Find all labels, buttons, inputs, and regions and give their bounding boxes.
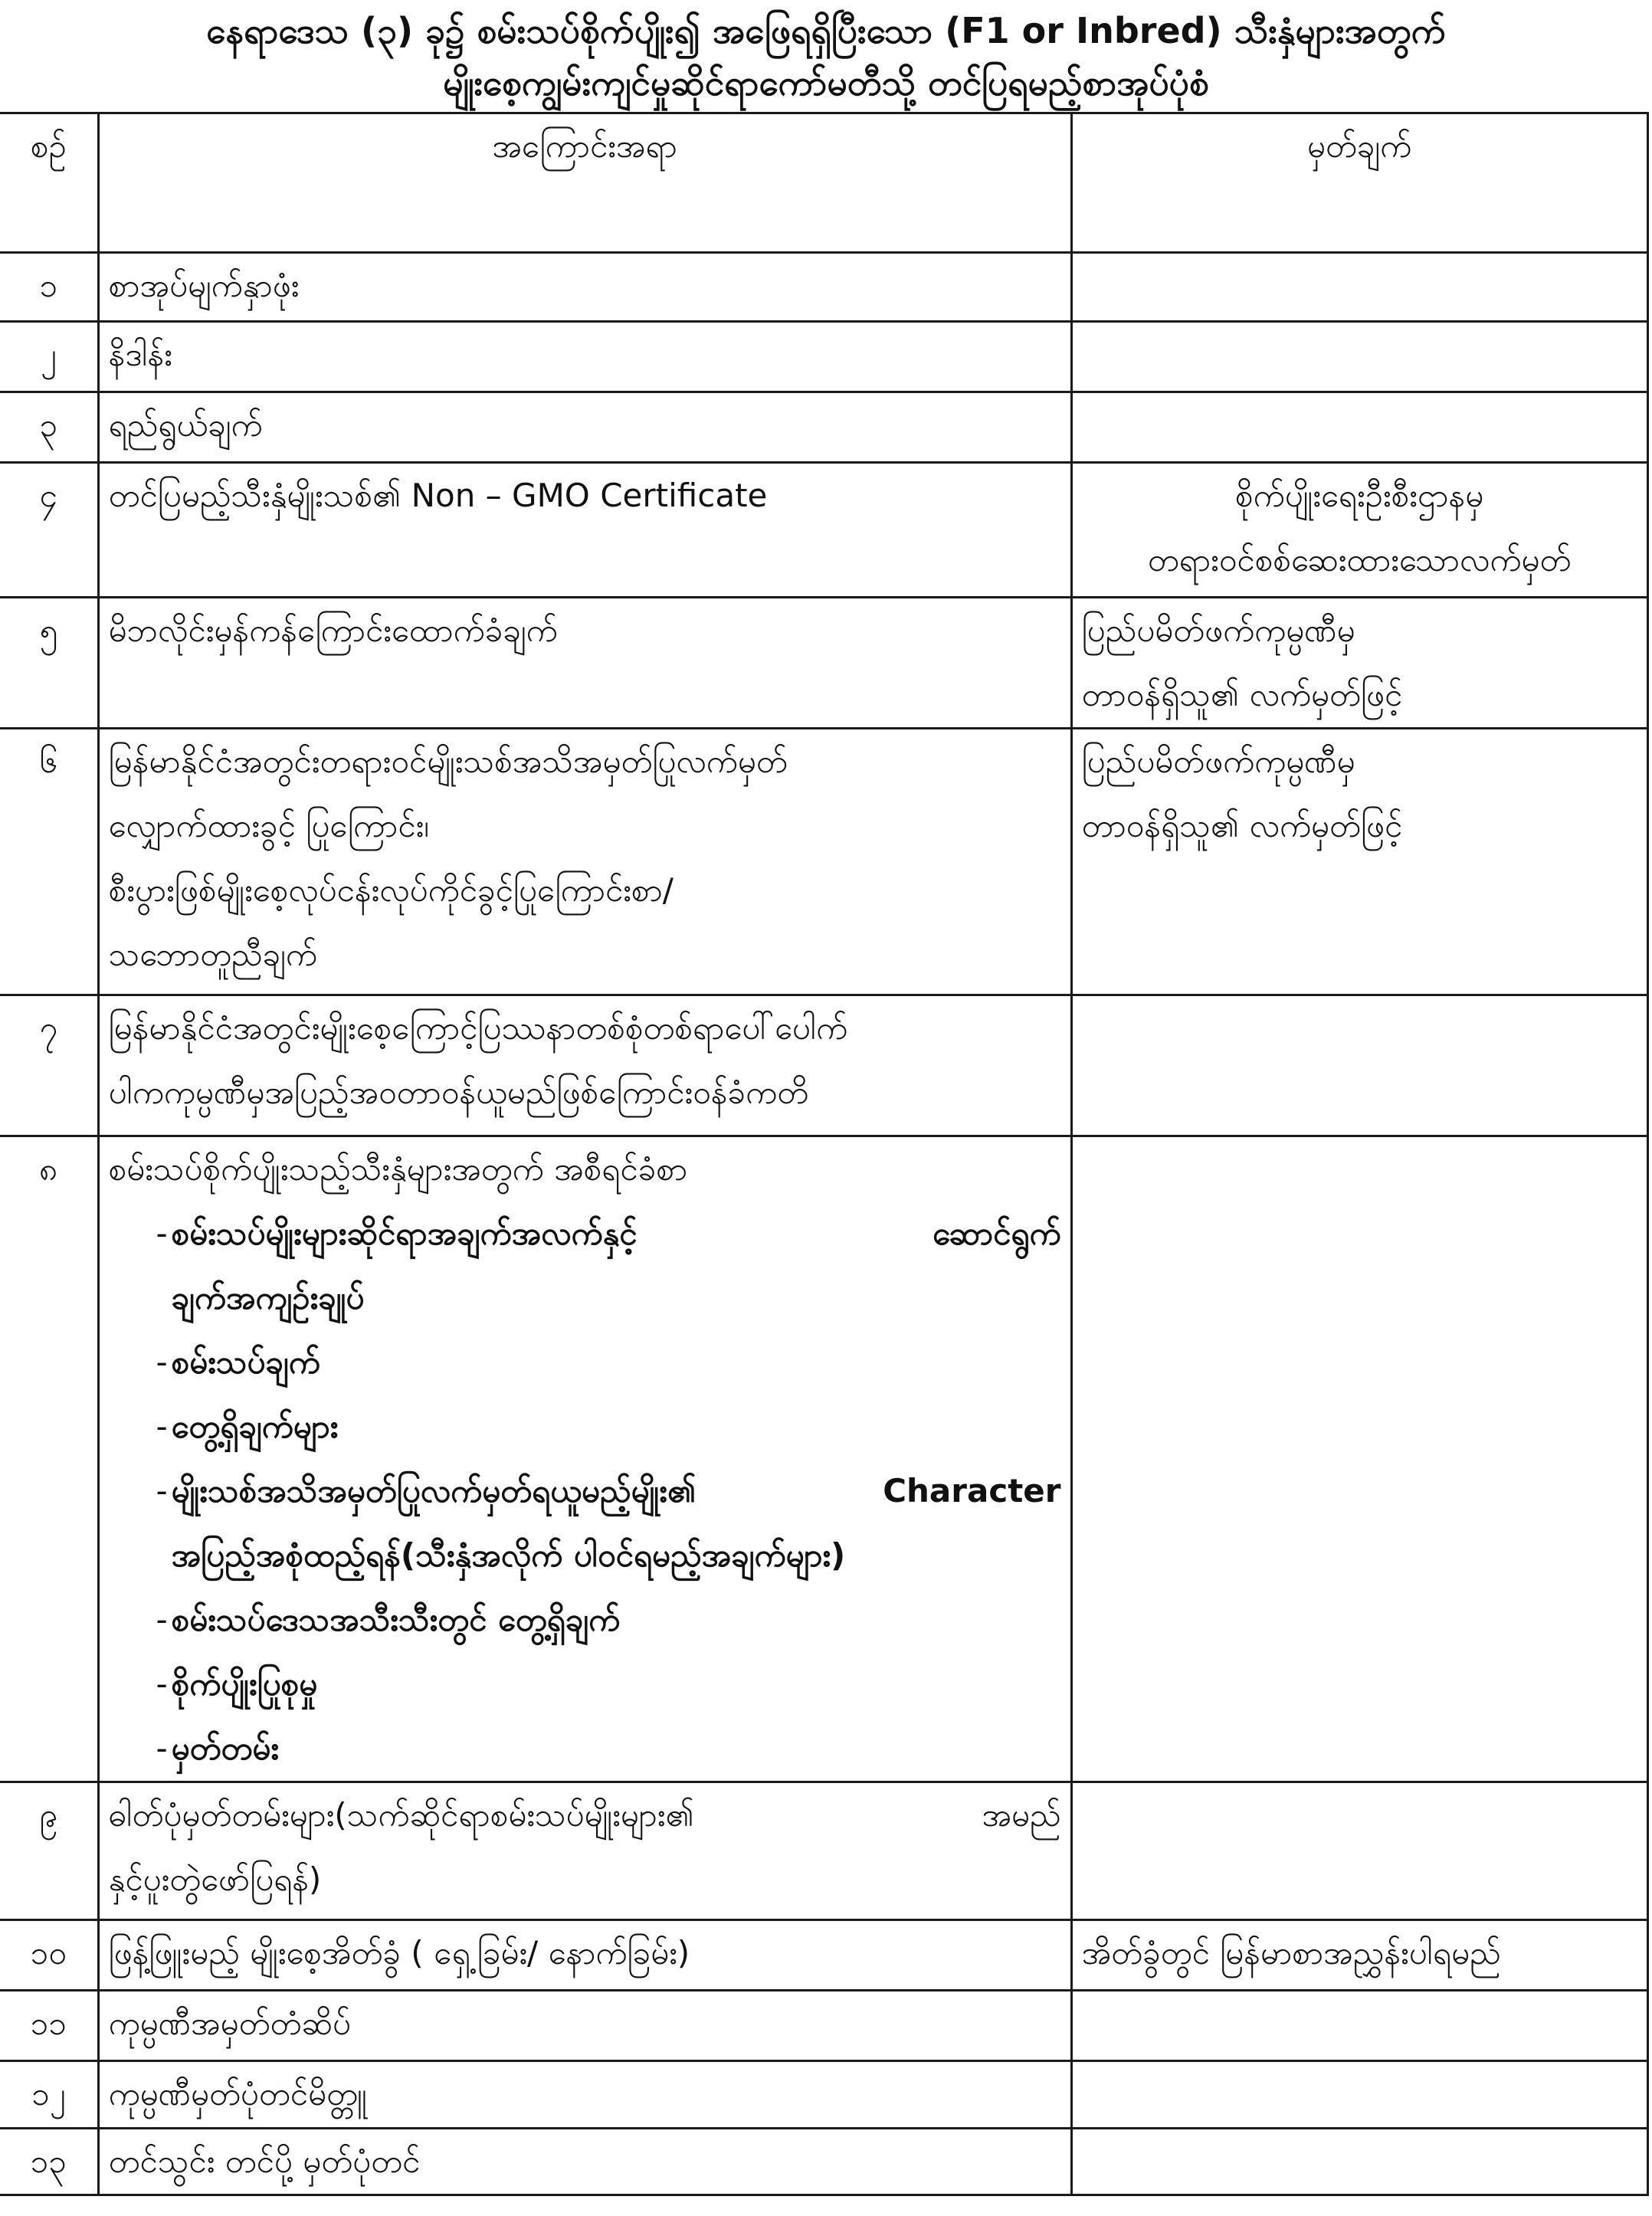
table-row xyxy=(0,729,1647,995)
row-remark xyxy=(1071,2129,1647,2195)
row-no: ၉ xyxy=(0,1782,98,1920)
row-remark xyxy=(1071,2061,1647,2129)
row-subject: ကုမ္ပဏီအမှတ်တံဆိပ် xyxy=(98,1991,1071,2061)
row-no: ၅ xyxy=(0,598,98,729)
row-subject: စာအုပ်မျက်နှာဖုံး xyxy=(98,253,1071,322)
row-subject: မြန်မာနိုင်ငံအတွင်းတရားဝင်မျိုးသစ်အသိအမှတ်ပြုလက်မှတ် လျှောက်ထားခွင့် ပြုကြောင်း၊ စီးပွားဖြစ်မျိုးစေ့လုပ်ငန်းလုပ်ကိုင်ခွင့်ပြုကြောင်းစာ/ သဘောတူညီချက် xyxy=(98,729,1071,995)
table-row xyxy=(0,1991,1647,2061)
row-no: ၁ xyxy=(0,253,98,322)
row-no: ၆ xyxy=(0,729,98,995)
row-subject: စမ်းသပ်စိုက်ပျိုးသည့်သီးနှံများအတွက် အစီရင်ခံစာ - စမ်းသပ်မျိုးများဆိုင်ရာအချက်အလက်နှင့် ဆောင်ရွက် ချက်အကျဉ်းချုပ် - စမ်းသပ်ချက် - တွေ့ရှိချက်များ - မျိုးသစ်အသိအမှတ်ပြုလက်မှတ်ရယူမည့်မျိုး၏ Character အပြည့်အစုံထည့်ရန်(သီးနှံအလိုက် ပါဝင်ရမည့်အချက်များ) - စမ်းသပ်ဒေသအသီးသီးတွင် တွေ့ရှိချက် - စိုက်ပျိုးပြုစုမှု - မှတ်တမ်း xyxy=(98,1136,1071,1782)
list-item: - တွေ့ရှိချက်များ xyxy=(109,1395,1061,1459)
row-subject: ဖြန့်ဖြူးမည့် မျိုးစေ့အိတ်ခွံ ( ရှေ့ခြမ်း/ နောက်ခြမ်း) xyxy=(98,1920,1071,1991)
row-subject: ကုမ္ပဏီမှတ်ပုံတင်မိတ္တူ xyxy=(98,2061,1071,2129)
list-item: - မှတ်တမ်း xyxy=(109,1716,1061,1781)
list-item: - မျိုးသစ်အသိအမှတ်ပြုလက်မှတ်ရယူမည့်မျိုး၏ Character အပြည့်အစုံထည့်ရန်(သီးနှံအလိုက် ပါဝင်ရမည့်အချက်များ) xyxy=(109,1459,1061,1588)
row-subject: ရည်ရွယ်ချက် xyxy=(98,392,1071,463)
table-row xyxy=(0,995,1647,1136)
row-no: ၁၁ xyxy=(0,1991,98,2061)
row-subject: မြန်မာနိုင်ငံအတွင်းမျိုးစေ့ကြောင့်ပြဿနာတစ်စုံတစ်ရာပေါ်ပေါက် ပါကကုမ္ပဏီမှအပြည့်အဝတာဝန်ယူမည်ဖြစ်ကြောင်းဝန်ခံကတိ xyxy=(98,995,1071,1136)
row-no: ၁၀ xyxy=(0,1920,98,1991)
row-remark xyxy=(1071,1991,1647,2061)
requirements-table xyxy=(0,112,1649,2196)
row-no: ၁၃ xyxy=(0,2129,98,2195)
table-row xyxy=(0,322,1647,392)
list-item: - စမ်းသပ်မျိုးများဆိုင်ရာအချက်အလက်နှင့် ဆောင်ရွက် ချက်အကျဉ်းချုပ် xyxy=(109,1201,1061,1330)
row-no: ၇ xyxy=(0,995,98,1136)
table-row xyxy=(0,2129,1647,2195)
header-remark: မှတ်ချက် xyxy=(1071,113,1647,253)
row-subject: တင်သွင်း တင်ပို့ မှတ်ပုံတင် xyxy=(98,2129,1071,2195)
row-subject: မိဘလိုင်းမှန်ကန်ကြောင်းထောက်ခံချက် xyxy=(98,598,1071,729)
row-remark xyxy=(1071,392,1647,463)
title-line-1: နေရာဒေသ (၃) ခု၌ စမ်းသပ်စိုက်ပျိုး၍ အဖြေရရှိပြီးသော (F1 or Inbred) သီးနှံများအတွက် xyxy=(206,10,1446,51)
row-subject: နိဒါန်း xyxy=(98,322,1071,392)
list-item: - စမ်းသပ်ဒေသအသီးသီးတွင် တွေ့ရှိချက် xyxy=(109,1588,1061,1652)
row-remark xyxy=(1071,1782,1647,1920)
table-row xyxy=(0,253,1647,322)
table-row xyxy=(0,598,1647,729)
row-remark xyxy=(1071,253,1647,322)
row-remark xyxy=(1071,995,1647,1136)
row-subject: ဓါတ်ပုံမှတ်တမ်းများ(သက်ဆိုင်ရာစမ်းသပ်မျိုးများ၏ အမည် နှင့်ပူးတွဲဖော်ပြရန်) xyxy=(98,1782,1071,1920)
row-remark: စိုက်ပျိုးရေးဦးစီးဌာနမှ တရားဝင်စစ်ဆေးထားသောလက်မှတ် xyxy=(1071,463,1647,598)
report-bullet-list xyxy=(109,1201,1061,1781)
table-row xyxy=(0,1136,1647,1782)
table-row xyxy=(0,1920,1647,1991)
table-row xyxy=(0,2061,1647,2129)
header-no: စဉ် xyxy=(0,113,98,253)
header-subject: အကြောင်းအရာ xyxy=(98,113,1071,253)
table-row xyxy=(0,463,1647,598)
header-row xyxy=(0,113,1647,253)
row-remark xyxy=(1071,1136,1647,1782)
row-remark: ပြည်ပမိတ်ဖက်ကုမ္ပဏီမှ တာဝန်ရှိသူ၏ လက်မှတ်ဖြင့် xyxy=(1071,729,1647,995)
row-no: ၃ xyxy=(0,392,98,463)
row-remark xyxy=(1071,322,1647,392)
list-item: - စိုက်ပျိုးပြုစုမှု xyxy=(109,1652,1061,1716)
row-no: ၂ xyxy=(0,322,98,392)
row-no: ၈ xyxy=(0,1136,98,1782)
table-row xyxy=(0,1782,1647,1920)
row-remark: အိတ်ခွံတွင် မြန်မာစာအညွှန်းပါရမည် xyxy=(1071,1920,1647,1991)
row-remark: ပြည်ပမိတ်ဖက်ကုမ္ပဏီမှ တာဝန်ရှိသူ၏ လက်မှတ်ဖြင့် xyxy=(1071,598,1647,729)
list-item: - စမ်းသပ်ချက် xyxy=(109,1330,1061,1395)
row-no: ၄ xyxy=(0,463,98,598)
document-title xyxy=(0,5,1652,109)
row-subject: တင်ပြမည့်သီးနှံမျိုးသစ်၏ Non – GMO Certificate xyxy=(98,463,1071,598)
row-no: ၁၂ xyxy=(0,2061,98,2129)
table-row xyxy=(0,392,1647,463)
title-line-2: မျိုးစေ့ကျွမ်းကျင်မှုဆိုင်ရာကော်မတီသို့ တင်ပြရမည့်စာအုပ်ပုံစံ xyxy=(443,62,1209,103)
